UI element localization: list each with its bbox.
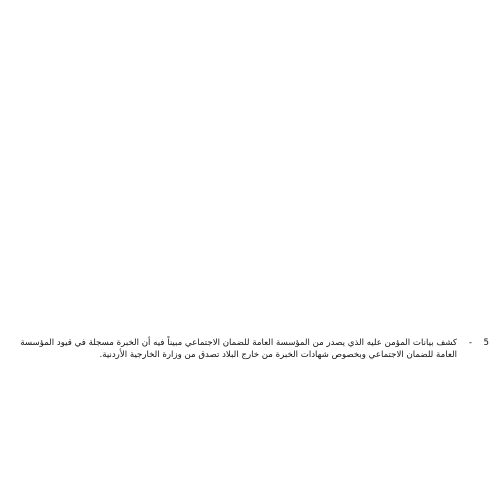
document-text: كشف بيانات المؤمن عليه الذي يصدر من المؤسسة العامة للضمان الاجتماعي مبيناً فيه أن الخبرة مسجلة في قيود المؤسسة العامة للضمان الاجتماعي وبخصوص شهادات الخبرة من خارج البلاد تصدق من وزارة الخارجية الأردنية. xyxy=(20,338,457,360)
item-number: 5 xyxy=(483,338,489,348)
item-dash: - xyxy=(468,338,472,348)
